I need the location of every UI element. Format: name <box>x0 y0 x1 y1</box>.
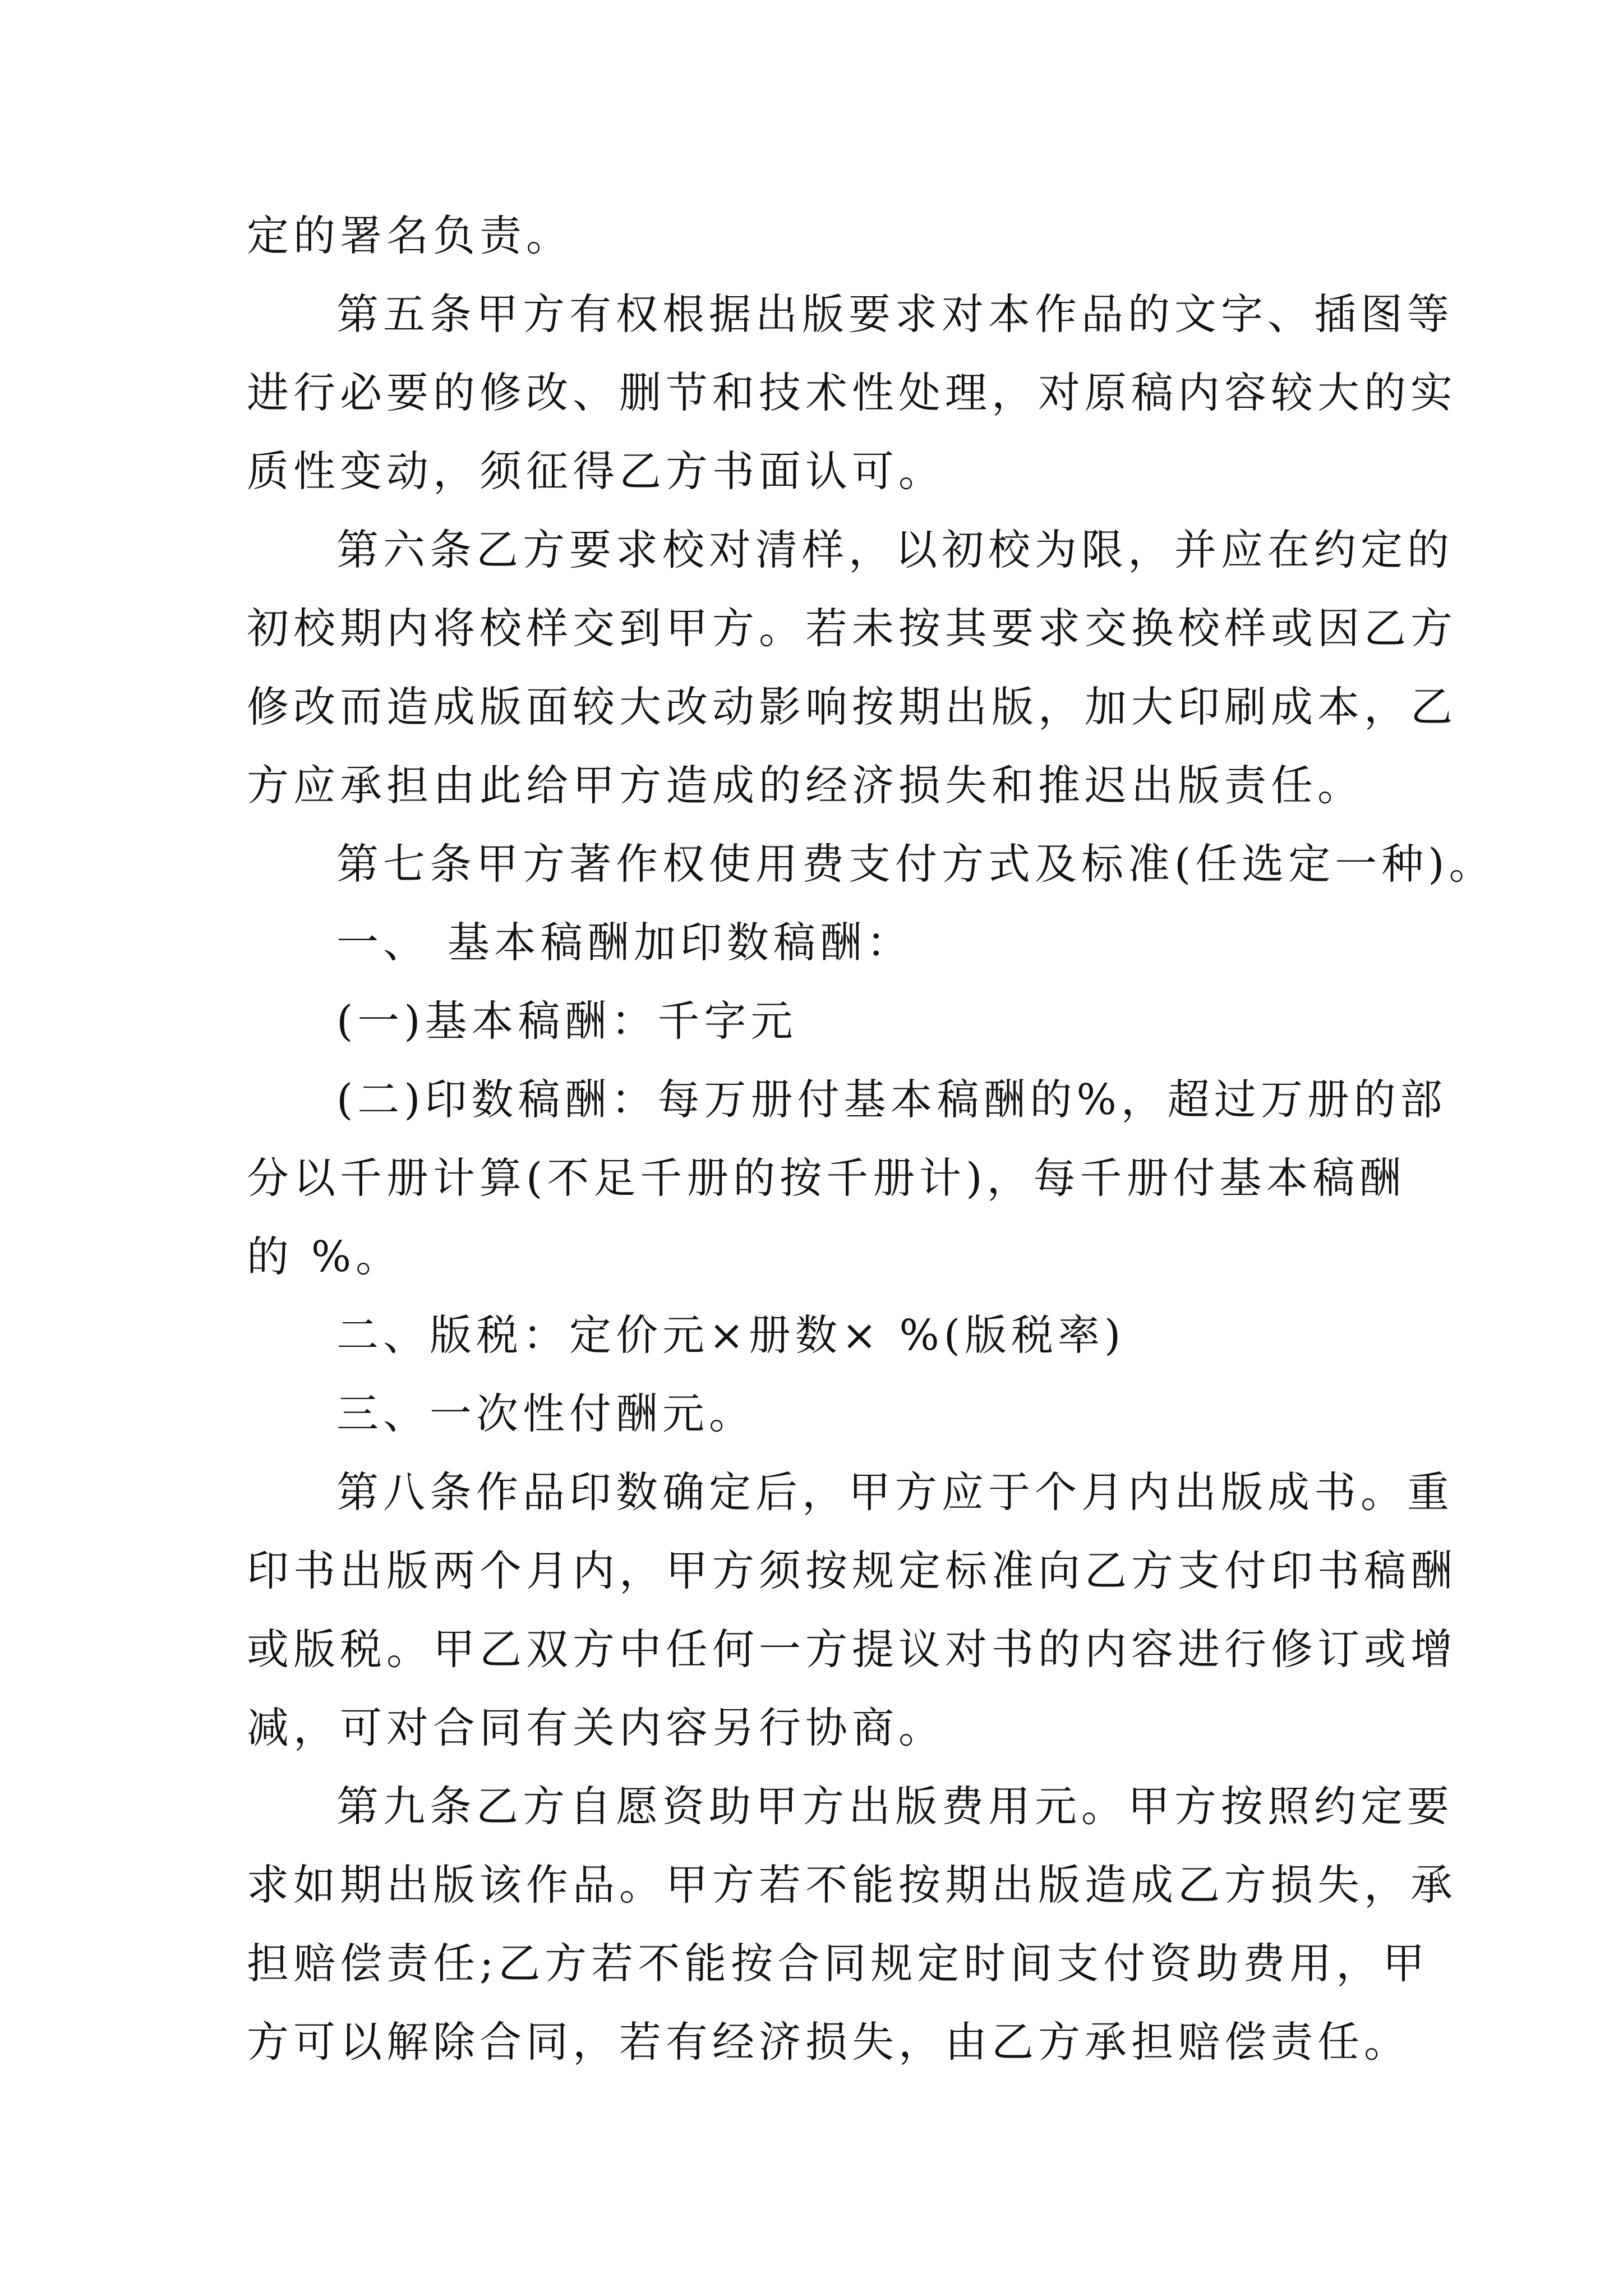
text-line: 方可以解除合同，若有经济损失，由乙方承担赔偿责任。 <box>247 2017 1411 2067</box>
text-line: 分以千册计算(不足千册的按千册计)，每千册付基本稿酬 <box>247 1153 1406 1203</box>
text-line: 三、一次性付酬元。 <box>336 1389 756 1438</box>
text-line: 印书出版两个月内，甲方须按规定标准向乙方支付印书稿酬 <box>247 1546 1458 1595</box>
text-line: 减，可对合同有关内容另行协商。 <box>247 1703 946 1752</box>
text-line: 求如期出版该作品。甲方若不能按期出版造成乙方损失，承 <box>247 1860 1458 1910</box>
text-line: 第七条甲方著作权使用费支付方式及标准(任选定一种)。 <box>336 839 1496 889</box>
text-line: 的 %。 <box>247 1232 403 1281</box>
text-line: 方应承担由此给甲方造成的经济损失和推迟出版责任。 <box>247 761 1364 810</box>
text-line: 定的署名负责。 <box>247 211 573 260</box>
text-line: 第五条甲方有权根据出版要求对本作品的文字、插图等 <box>336 289 1454 339</box>
text-line: 或版税。甲乙双方中任何一方提议对书的内容进行修订或增 <box>247 1625 1458 1674</box>
text-line: 初校期内将校样交到甲方。若未按其要求交换校样或因乙方 <box>247 604 1458 653</box>
text-line: 一、 基本稿酬加印数稿酬： <box>336 918 913 967</box>
text-line: 第八条作品印数确定后，甲方应于个月内出版成书。重 <box>336 1467 1454 1517</box>
text-line: 第九条乙方自愿资助甲方出版费用元。甲方按照约定要 <box>336 1782 1454 1831</box>
text-line: 担赔偿责任;乙方若不能按合同规定时间支付资助费用，甲 <box>247 1939 1430 1988</box>
text-line: 修改而造成版面较大改动影响按期出版，加大印刷成本，乙 <box>247 682 1458 731</box>
text-line: 质性变动，须征得乙方书面认可。 <box>247 447 946 496</box>
text-line: 进行必要的修改、删节和技术性处理，对原稿内容较大的实 <box>247 368 1458 417</box>
text-line: 二、版税：定价元×册数× %(版税率) <box>336 1310 1126 1360</box>
text-line: (二)印数稿酬：每万册付基本稿酬的%，超过万册的部 <box>336 1075 1447 1124</box>
text-line: (一)基本稿酬：千字元 <box>336 996 797 1046</box>
text-line: 第六条乙方要求校对清样，以初校为限，并应在约定的 <box>336 525 1454 574</box>
